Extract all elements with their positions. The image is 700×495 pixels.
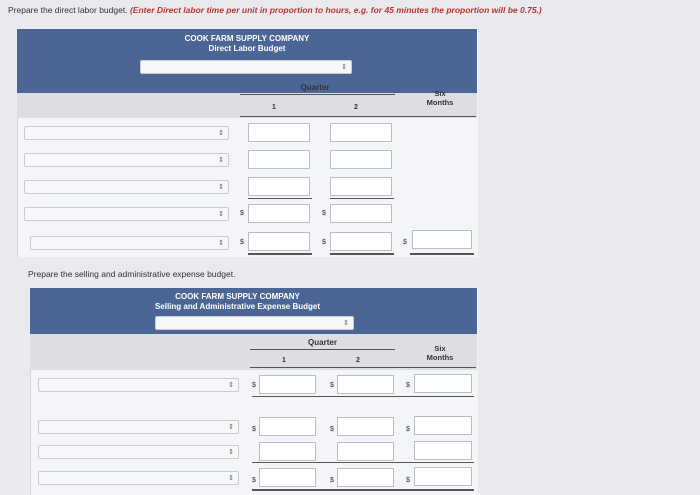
dollar-sign: $ (330, 477, 334, 484)
select-arrow-icon: ⇕ (218, 240, 224, 247)
selling-instruction: Prepare the selling and administrative expense budget. (28, 269, 236, 279)
dollar-sign: $ (240, 210, 244, 217)
dollar-sign: $ (240, 239, 244, 246)
select-arrow-icon: ⇕ (228, 475, 234, 482)
labor-row-5-select[interactable] (30, 236, 229, 250)
select-arrow-icon: ⇕ (341, 64, 347, 71)
expense-row-4-q1-input[interactable] (259, 468, 316, 487)
labor-row-4-select[interactable] (24, 207, 229, 221)
company-name: COOK FARM SUPPLY COMPANY (175, 292, 300, 301)
labor-row-2-select[interactable] (24, 153, 229, 167)
budget-title: Selling and Administrative Expense Budget (154, 302, 321, 311)
row-3-underline (330, 198, 394, 199)
expense-row-2-six-input[interactable] (414, 416, 472, 435)
six-label: Six (434, 344, 446, 353)
select-arrow-icon: ⇕ (228, 382, 234, 389)
dollar-sign: $ (322, 210, 326, 217)
select-arrow-icon: ⇕ (228, 424, 234, 431)
select-arrow-icon: ⇕ (343, 320, 349, 327)
expense-row-4-six-input[interactable] (414, 467, 472, 486)
labor-row-5-q1-input[interactable] (248, 232, 310, 251)
labor-row-3-select[interactable] (24, 180, 229, 194)
six-months-label (408, 89, 472, 107)
expense-row-1-q1-input[interactable] (259, 375, 316, 394)
labor-row-2-q2-input[interactable] (330, 150, 392, 169)
labor-row-1-q1-input[interactable] (248, 123, 310, 142)
dollar-sign: $ (330, 382, 334, 389)
expense-row-2-q2-input[interactable] (337, 417, 394, 436)
budget-title: Direct Labor Budget (208, 44, 286, 53)
dollar-sign: $ (330, 426, 334, 433)
selling-period-select[interactable] (155, 316, 354, 330)
expense-row-4-q2-input[interactable] (337, 468, 394, 487)
dollar-sign: $ (406, 477, 410, 484)
labor-row-4-q1-input[interactable] (248, 204, 310, 223)
total-double-underline (252, 489, 474, 491)
dollar-sign: $ (252, 477, 256, 484)
dollar-sign: $ (252, 426, 256, 433)
dollar-sign: $ (406, 382, 410, 389)
labor-row-4-q2-input[interactable] (330, 204, 392, 223)
direct-labor-instruction (8, 5, 542, 15)
select-arrow-icon: ⇕ (218, 211, 224, 218)
select-arrow-icon: ⇕ (218, 184, 224, 191)
dollar-sign: $ (252, 382, 256, 389)
quarter-2-label: 2 (354, 104, 358, 111)
labor-row-5-six-months-input[interactable] (412, 230, 472, 249)
expense-row-3-q1-input[interactable] (259, 442, 316, 461)
total-double-underline (330, 253, 394, 255)
expense-row-4-select[interactable] (38, 471, 239, 485)
row-3-underline (248, 198, 312, 199)
quarter-2-label: 2 (356, 357, 360, 364)
dollar-sign: $ (403, 239, 407, 246)
instruction-emphasis: (Enter Direct labor time per unit in proportion to hours, e.g. for 45 minutes the proportion will be 0.75.) (129, 5, 542, 15)
quarter-1-label: 1 (272, 104, 276, 111)
instruction-text: Prepare the direct labor budget. (8, 5, 128, 15)
months-label: Months (426, 98, 454, 107)
row-1-underline (252, 396, 474, 397)
expense-row-3-q2-input[interactable] (337, 442, 394, 461)
expense-row-1-q2-input[interactable] (337, 375, 394, 394)
expense-row-3-six-input[interactable] (414, 441, 472, 460)
quarter-underline (250, 349, 395, 350)
header-underline (250, 367, 476, 368)
total-double-underline (248, 253, 312, 255)
expense-row-2-q1-input[interactable] (259, 417, 316, 436)
expense-row-1-six-input[interactable] (414, 374, 472, 393)
quarter-label: Quarter (300, 83, 330, 92)
select-arrow-icon: ⇕ (228, 449, 234, 456)
expense-row-3-select[interactable] (38, 445, 239, 459)
expense-row-1-select[interactable] (38, 378, 239, 392)
labor-row-5-q2-input[interactable] (330, 232, 392, 251)
six-months-label (408, 344, 472, 362)
dollar-sign: $ (322, 239, 326, 246)
select-arrow-icon: ⇕ (218, 157, 224, 164)
labor-row-1-select[interactable] (24, 126, 229, 140)
quarter-label: Quarter (308, 338, 337, 347)
dollar-sign: $ (406, 426, 410, 433)
budget-period-select[interactable] (140, 60, 352, 74)
six-label: Six (434, 89, 446, 98)
labor-row-3-q1-input[interactable] (248, 177, 310, 196)
months-label: Months (426, 353, 454, 362)
select-arrow-icon: ⇕ (218, 130, 224, 137)
company-name: COOK FARM SUPPLY COMPANY (184, 34, 310, 43)
total-double-underline (410, 253, 474, 255)
labor-row-2-q1-input[interactable] (248, 150, 310, 169)
expense-row-2-select[interactable] (38, 420, 239, 434)
row-3-underline (252, 462, 474, 463)
labor-row-1-q2-input[interactable] (330, 123, 392, 142)
quarter-underline (240, 94, 395, 95)
quarter-1-label: 1 (282, 357, 286, 364)
header-underline (240, 116, 476, 117)
labor-row-3-q2-input[interactable] (330, 177, 392, 196)
